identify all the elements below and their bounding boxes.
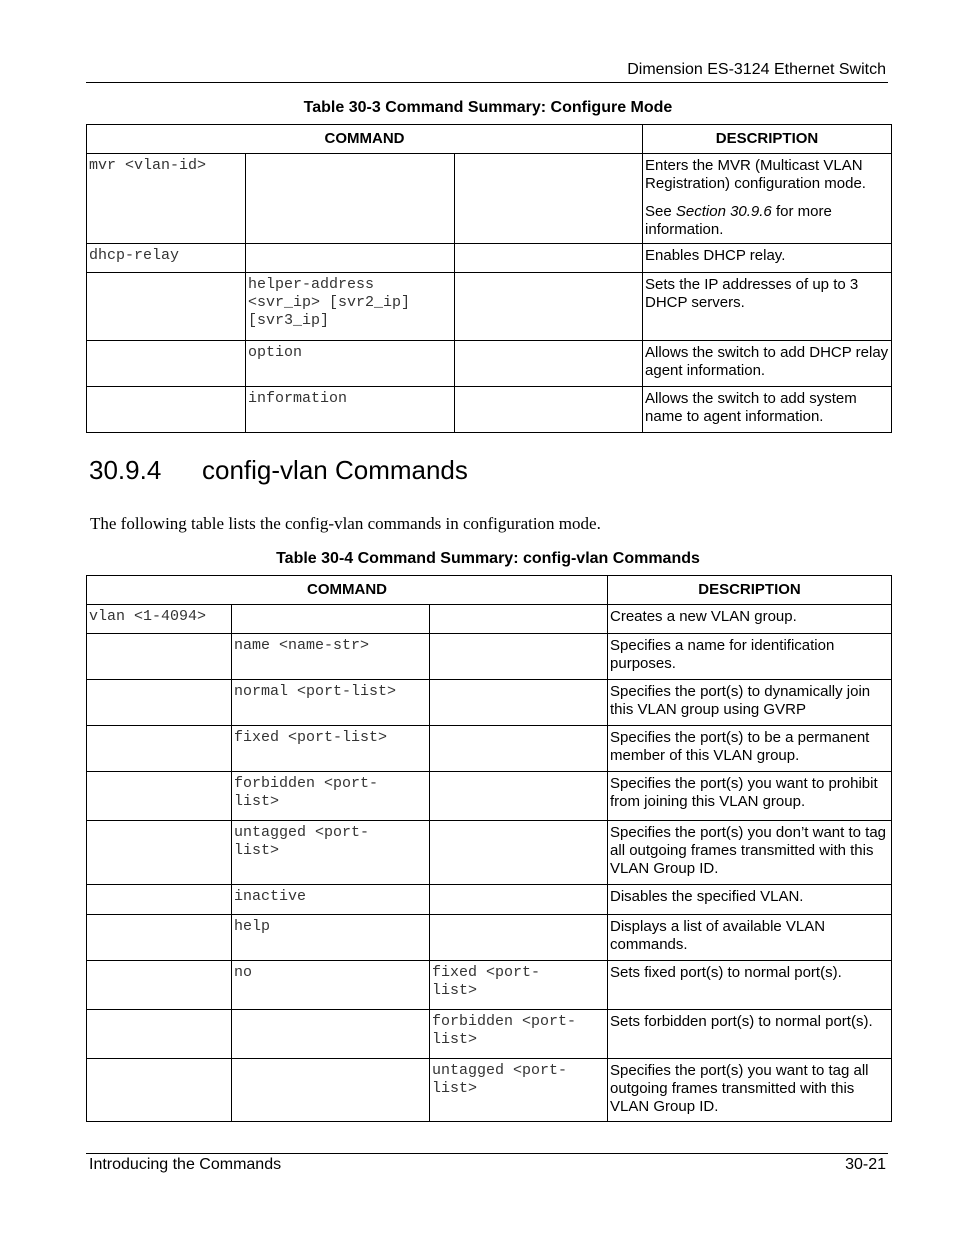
command-cell bbox=[87, 915, 232, 961]
table-row bbox=[87, 680, 892, 726]
table2-caption: Table 30-4 Command Summary: config-vlan Commands bbox=[276, 550, 700, 567]
command-cell bbox=[87, 273, 246, 341]
description-cell bbox=[643, 154, 892, 244]
command-cell bbox=[87, 634, 232, 680]
subcommand-cell bbox=[246, 244, 455, 273]
subcommand-cell bbox=[232, 1010, 430, 1059]
option-cell bbox=[455, 341, 643, 387]
command-cell bbox=[87, 772, 232, 821]
table-row bbox=[87, 605, 892, 634]
description-cell: Creates a new VLAN group. bbox=[608, 605, 892, 634]
command-cell bbox=[87, 387, 246, 433]
description-cell: Allows the switch to add system name to agent information. bbox=[643, 387, 892, 433]
subcommand-cell: inactive bbox=[232, 885, 430, 915]
page-footer bbox=[86, 1153, 888, 1178]
subcommand-cell: information bbox=[246, 387, 455, 433]
description-header: DESCRIPTION bbox=[643, 125, 892, 154]
command-cell bbox=[87, 1010, 232, 1059]
option-cell bbox=[430, 634, 608, 680]
section-title: config-vlan Commands bbox=[202, 455, 468, 485]
command-cell bbox=[87, 726, 232, 772]
subcommand-cell: option bbox=[246, 341, 455, 387]
page-number: 30-21 bbox=[845, 1156, 886, 1173]
subcommand-cell: helper-address <svr_ip> [svr2_ip] [svr3_ip] bbox=[246, 273, 455, 341]
command-cell bbox=[87, 885, 232, 915]
option-cell bbox=[430, 726, 608, 772]
command-cell bbox=[87, 680, 232, 726]
command-header: COMMAND bbox=[87, 125, 643, 154]
option-cell bbox=[430, 772, 608, 821]
description-cell: Enables DHCP relay. bbox=[643, 244, 892, 273]
description-cell: Specifies the port(s) you don’t want to tag all outgoing frames transmitted with this VLAN Group ID. bbox=[608, 821, 892, 885]
intro-paragraph: The following table lists the config-vlan commands in configuration mode. bbox=[90, 514, 601, 533]
option-cell: fixed <port- list> bbox=[430, 961, 608, 1010]
table-row bbox=[87, 1010, 892, 1059]
section-reference: Section 30.9.6 bbox=[675, 203, 772, 220]
configure-mode-table bbox=[86, 124, 892, 433]
subcommand-cell bbox=[232, 605, 430, 634]
option-cell: forbidden <port- list> bbox=[430, 1010, 608, 1059]
description-see-also bbox=[645, 203, 889, 239]
command-cell bbox=[87, 821, 232, 885]
subcommand-cell bbox=[246, 154, 455, 244]
option-cell: untagged <port- list> bbox=[430, 1059, 608, 1122]
subcommand-cell bbox=[232, 1059, 430, 1122]
option-cell bbox=[455, 273, 643, 341]
description-cell: Allows the switch to add DHCP relay agent information. bbox=[643, 341, 892, 387]
command-cell: vlan <1-4094> bbox=[87, 605, 232, 634]
table-row bbox=[87, 726, 892, 772]
table-row bbox=[87, 244, 892, 273]
command-cell bbox=[87, 1059, 232, 1122]
description-cell: Specifies the port(s) to be a permanent member of this VLAN group. bbox=[608, 726, 892, 772]
option-cell bbox=[430, 605, 608, 634]
description-cell: Sets fixed port(s) to normal port(s). bbox=[608, 961, 892, 1010]
table-row bbox=[87, 915, 892, 961]
description-cell: Sets the IP addresses of up to 3 DHCP servers. bbox=[643, 273, 892, 341]
table-header-row bbox=[87, 125, 892, 154]
table-row bbox=[87, 1059, 892, 1122]
description-cell: Specifies a name for identification purposes. bbox=[608, 634, 892, 680]
option-cell bbox=[430, 821, 608, 885]
command-cell bbox=[87, 341, 246, 387]
table-row bbox=[87, 154, 892, 244]
table-header-row bbox=[87, 576, 892, 605]
description-cell: Displays a list of available VLAN commands. bbox=[608, 915, 892, 961]
description-cell: Disables the specified VLAN. bbox=[608, 885, 892, 915]
subcommand-cell: name <name-str> bbox=[232, 634, 430, 680]
option-cell bbox=[430, 885, 608, 915]
table-row bbox=[87, 772, 892, 821]
table-row bbox=[87, 273, 892, 341]
description-cell: Specifies the port(s) to dynamically join this VLAN group using GVRP bbox=[608, 680, 892, 726]
command-cell: mvr <vlan-id> bbox=[87, 154, 246, 244]
subcommand-cell: no bbox=[232, 961, 430, 1010]
subcommand-cell: forbidden <port- list> bbox=[232, 772, 430, 821]
option-cell bbox=[430, 915, 608, 961]
description-cell: Specifies the port(s) you want to tag all outgoing frames transmitted with this VLAN Group ID. bbox=[608, 1059, 892, 1122]
table1-caption: Table 30-3 Command Summary: Configure Mode bbox=[303, 99, 673, 116]
see-suffix: for more information. bbox=[645, 203, 832, 238]
command-header: COMMAND bbox=[87, 576, 608, 605]
table-row bbox=[87, 961, 892, 1010]
description-cell: Specifies the port(s) you want to prohibit from joining this VLAN group. bbox=[608, 772, 892, 821]
see-prefix: See bbox=[645, 203, 676, 220]
description-header: DESCRIPTION bbox=[608, 576, 892, 605]
description-cell: Sets forbidden port(s) to normal port(s). bbox=[608, 1010, 892, 1059]
command-cell: dhcp-relay bbox=[87, 244, 246, 273]
table-row bbox=[87, 821, 892, 885]
subcommand-cell: untagged <port- list> bbox=[232, 821, 430, 885]
command-cell bbox=[87, 961, 232, 1010]
subcommand-cell: help bbox=[232, 915, 430, 961]
table-row bbox=[87, 341, 892, 387]
description-text: Enters the MVR (Multicast VLAN Registration) configuration mode. bbox=[645, 157, 866, 192]
section-heading bbox=[89, 455, 468, 486]
option-cell bbox=[455, 244, 643, 273]
chapter-title: Introducing the Commands bbox=[89, 1156, 282, 1173]
subcommand-cell: fixed <port-list> bbox=[232, 726, 430, 772]
table-row bbox=[87, 634, 892, 680]
option-cell bbox=[455, 154, 643, 244]
option-cell bbox=[455, 387, 643, 433]
config-vlan-table bbox=[86, 575, 892, 1122]
page-header bbox=[86, 60, 888, 83]
section-number: 30.9.4 bbox=[89, 455, 162, 485]
product-name: Dimension ES-3124 Ethernet Switch bbox=[627, 61, 886, 78]
table-row bbox=[87, 885, 892, 915]
subcommand-cell: normal <port-list> bbox=[232, 680, 430, 726]
table-row bbox=[87, 387, 892, 433]
option-cell bbox=[430, 680, 608, 726]
